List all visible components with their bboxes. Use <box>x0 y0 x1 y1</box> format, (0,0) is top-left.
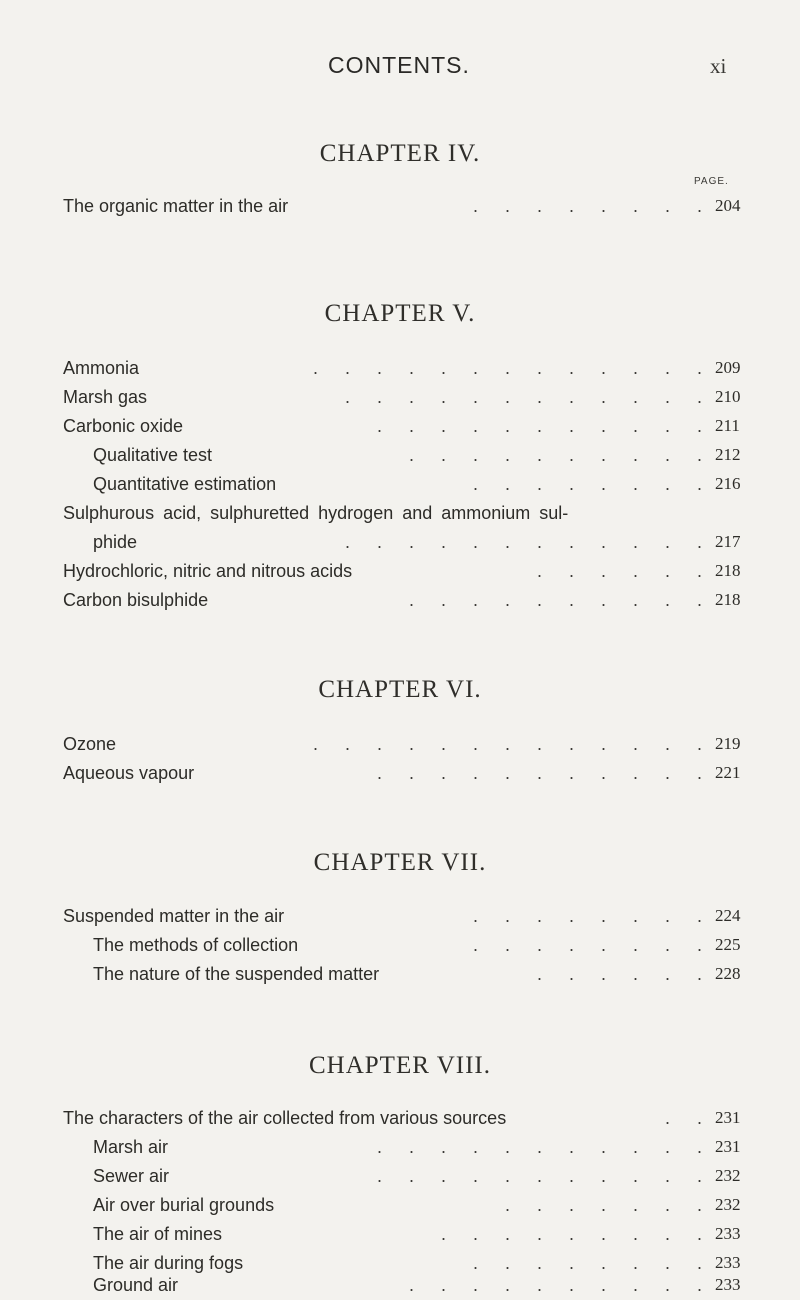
entry-title: The nature of the suspended matter <box>93 964 380 984</box>
toc-entry[interactable] <box>63 902 753 930</box>
entry-title: Carbon bisulphide <box>63 590 209 610</box>
entry-title: The organic matter in the air <box>63 196 289 216</box>
toc-entry[interactable] <box>63 412 753 440</box>
dot-leader: . . . . . . . . . . . <box>376 416 713 436</box>
entry-title: Ground air <box>93 1275 179 1295</box>
entry-title: Qualitative test <box>93 445 213 465</box>
entry-page: 224 <box>715 906 741 925</box>
dot-leader: . . . . . . . . . . . . <box>344 387 713 407</box>
entry-title: Ammonia <box>63 358 140 378</box>
entry-page: 231 <box>715 1108 741 1127</box>
entry-page: 209 <box>715 358 741 377</box>
entry-page: 211 <box>715 416 740 435</box>
chapter-heading: CHAPTER IV. <box>319 140 481 167</box>
dot-leader: . . . . . . . . <box>472 1253 713 1273</box>
page-number: xi <box>710 54 727 78</box>
entry-title: Ozone <box>63 734 117 754</box>
toc-entry[interactable] <box>63 354 753 382</box>
dot-leader: . . . . . . . . . . . . . <box>312 734 713 754</box>
toc-entry-line1[interactable] <box>63 499 753 527</box>
entry-page: 233 <box>715 1253 741 1272</box>
dot-leader: . . . . . . . . <box>472 474 713 494</box>
entry-title: Carbonic oxide <box>63 416 184 436</box>
dot-leader: . . . . . . . . . . <box>408 1275 713 1295</box>
entry-page: 219 <box>715 734 741 753</box>
entry-page: 217 <box>715 532 741 551</box>
entry-title: Marsh air <box>93 1137 169 1157</box>
toc-entry[interactable] <box>63 730 753 758</box>
entry-title: The methods of collection <box>93 935 299 955</box>
entry-page: 218 <box>715 561 741 580</box>
chapter-heading: CHAPTER VIII. <box>309 1052 491 1079</box>
dot-leader: . . . . . . <box>536 561 713 581</box>
entry-page: 231 <box>715 1137 741 1156</box>
toc-entry[interactable] <box>63 192 753 220</box>
toc-entry[interactable] <box>63 931 753 959</box>
entry-page: 210 <box>715 387 741 406</box>
entry-title: Hydrochloric, nitric and nitrous acids <box>63 561 353 581</box>
entry-page: 233 <box>715 1275 741 1294</box>
dot-leader: . . . . . . . . . . <box>408 445 713 465</box>
entry-page: 212 <box>715 445 741 464</box>
entry-title: The air of mines <box>93 1224 223 1244</box>
toc-entry[interactable] <box>63 1271 753 1299</box>
entry-page: 218 <box>715 590 741 609</box>
dot-leader: . . . . . . . . . . . . . <box>312 358 713 378</box>
entry-title: Marsh gas <box>63 387 148 407</box>
dot-leader: . . . . . . . . <box>472 906 713 926</box>
toc-entry[interactable] <box>63 960 753 988</box>
entry-page: 204 <box>715 196 741 215</box>
entry-title: Aqueous vapour <box>63 763 195 783</box>
running-head <box>0 52 800 82</box>
entry-title-line1: Sulphurous acid, sulphuretted hydrogen and ammonium sul- <box>63 503 569 523</box>
entry-page: 228 <box>715 964 741 983</box>
toc-entry[interactable] <box>63 470 753 498</box>
chapter-heading: CHAPTER V. <box>324 300 476 327</box>
entry-title: The characters of the air collected from various sources <box>63 1108 507 1128</box>
dot-leader: . . <box>664 1108 713 1128</box>
toc-entry[interactable] <box>63 1133 753 1161</box>
toc-entry[interactable] <box>63 557 753 585</box>
chapter-heading: CHAPTER VI. <box>318 676 482 703</box>
entry-page: 221 <box>715 763 741 782</box>
entry-page: 232 <box>715 1166 741 1185</box>
toc-entry[interactable] <box>63 1162 753 1190</box>
entry-title: Suspended matter in the air <box>63 906 285 926</box>
toc-entry[interactable] <box>63 1191 753 1219</box>
entry-title: The air during fogs <box>93 1253 244 1273</box>
dot-leader: . . . . . . . . <box>472 935 713 955</box>
dot-leader: . . . . . . . . . . . <box>376 1137 713 1157</box>
dot-leader: . . . . . . . . <box>472 196 713 216</box>
entry-title: Sewer air <box>93 1166 170 1186</box>
toc-entry[interactable] <box>63 441 753 469</box>
toc-entry[interactable] <box>63 759 753 787</box>
dot-leader: . . . . . . . . . . . . <box>344 532 713 552</box>
entry-page: 225 <box>715 935 741 954</box>
page-column-label: PAGE. <box>694 176 729 187</box>
dot-leader: . . . . . . <box>536 964 713 984</box>
dot-leader: . . . . . . . . . . . <box>376 763 713 783</box>
entry-title: Quantitative estimation <box>93 474 277 494</box>
chapter-heading: CHAPTER VII. <box>313 849 487 876</box>
toc-entry[interactable] <box>63 1104 753 1132</box>
entry-title-line2: phide <box>93 532 138 552</box>
dot-leader: . . . . . . . . . . . <box>376 1166 713 1186</box>
dot-leader: . . . . . . . . . . <box>408 590 713 610</box>
toc-entry[interactable] <box>63 586 753 614</box>
entry-page: 233 <box>715 1224 741 1243</box>
dot-leader: . . . . . . . . . <box>440 1224 713 1244</box>
toc-entry[interactable] <box>63 528 753 556</box>
running-title: CONTENTS. <box>328 52 470 78</box>
entry-title: Air over burial grounds <box>93 1195 275 1215</box>
entry-page: 216 <box>715 474 741 493</box>
dot-leader: . . . . . . . <box>504 1195 713 1215</box>
entry-page: 232 <box>715 1195 741 1214</box>
toc-entry[interactable] <box>63 1220 753 1248</box>
toc-entry[interactable] <box>63 383 753 411</box>
